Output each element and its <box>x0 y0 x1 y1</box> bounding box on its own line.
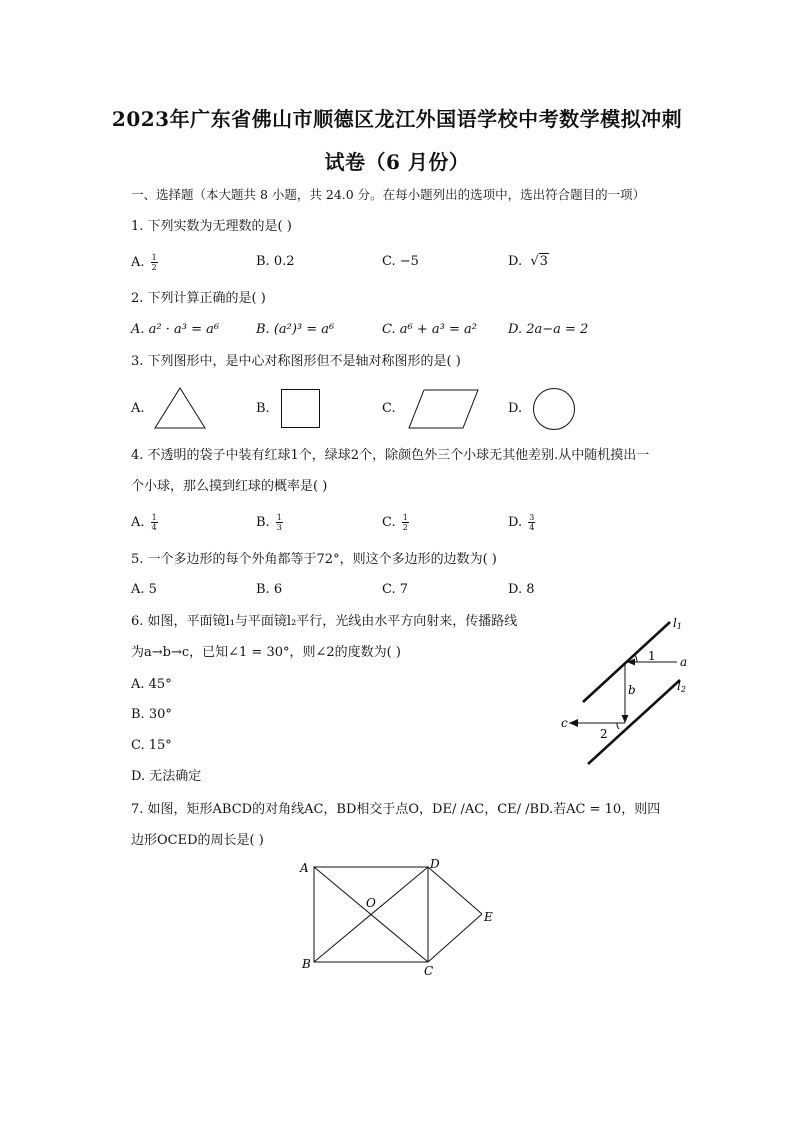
q4-stem-line-2: 个小球，那么摸到红球的概率是( ) <box>131 479 328 494</box>
q4-option-a[interactable] <box>131 513 158 532</box>
q4-option-a-label: A. <box>131 515 145 530</box>
label-l2: l2 <box>677 679 686 694</box>
vertex-d-label: D <box>430 857 440 871</box>
triangle-shape <box>154 387 206 429</box>
q2-stem: 2. 下列计算正确的是( ) <box>131 291 266 306</box>
q1-option-d[interactable] <box>508 253 549 271</box>
q4-option-a-fraction: $\frac{1}{4}$ <box>151 513 157 532</box>
q6-option-b[interactable]: B. 30° <box>131 707 172 722</box>
vertex-c-label: C <box>424 964 434 978</box>
q1-option-a-fraction: $\frac{1}{2}$ <box>151 253 157 272</box>
q7-stem-line-2: 边形OCED的周长是( ) <box>131 833 264 848</box>
q4-option-d-fraction: $\frac{3}{4}$ <box>529 513 535 532</box>
q1-option-a[interactable] <box>131 253 158 272</box>
q2-option-d[interactable]: D. 2a−a = 2 <box>508 322 589 337</box>
square-shape <box>281 389 321 429</box>
q1-option-c[interactable]: C. −5 <box>382 254 419 269</box>
label-ray-c: c <box>561 716 568 730</box>
q7-stem-line-1: 7. 如图，矩形ABCD的对角线AC，BD相交于点O，DE/ /AC，CE/ /BD.若AC = 10，则四 <box>131 802 661 817</box>
vertex-b-label: B <box>302 957 311 971</box>
circle-shape <box>532 387 576 431</box>
exam-title-line-2: 试卷（6 月份） <box>324 150 470 174</box>
label-angle-1: 1 <box>648 649 656 663</box>
q2-option-b[interactable]: B. (a²)³ = a⁶ <box>256 322 335 337</box>
q2-option-a[interactable]: A. a² · a³ = a⁶ <box>131 322 220 337</box>
q5-option-b[interactable]: B. 6 <box>256 582 283 597</box>
q4-option-b-label: B. <box>256 515 270 530</box>
q6-option-d[interactable]: D. 无法确定 <box>131 769 202 784</box>
label-angle-2: 2 <box>600 727 608 741</box>
q1-option-b[interactable]: B. 0.2 <box>256 254 295 269</box>
q1-option-d-label: D. <box>508 254 523 269</box>
q3-option-b[interactable]: B. <box>256 401 270 416</box>
q1-option-d-sqrt: √3 <box>526 254 548 269</box>
label-ray-b: b <box>628 683 636 697</box>
q3-option-a[interactable]: A. <box>131 401 145 416</box>
q6-stem-line-1: 6. 如图，平面镜l₁与平面镜l₂平行，光线由水平方向射来，传播路线 <box>131 614 518 629</box>
section-heading: 一、选择题（本大题共 8 小题，共 24.0 分。在每小题列出的选项中，选出符合题目的一项） <box>131 187 646 202</box>
ray-b-arrowhead <box>622 715 629 723</box>
q4-stem-line-1: 4. 不透明的袋子中装有红球1个，绿球2个，除颜色外三个小球无其他差别.从中随机摸出一 <box>131 448 650 463</box>
q4-option-c-label: C. <box>382 515 396 530</box>
q4-option-d-label: D. <box>508 515 523 530</box>
segment-de <box>428 867 482 914</box>
angle-2-arc <box>617 723 619 729</box>
point-o-label: O <box>366 896 376 910</box>
q6-stem-line-2: 为a→b→c，已知∠1 = 30°，则∠2的度数为( ) <box>131 645 401 660</box>
q7-rectangle-figure <box>295 855 505 980</box>
q4-option-b[interactable] <box>256 513 283 532</box>
q4-option-b-fraction: $\frac{1}{3}$ <box>276 513 282 532</box>
segment-ce <box>428 914 482 962</box>
parallelogram-shape <box>408 389 480 429</box>
label-ray-a: a <box>680 655 688 669</box>
q5-stem: 5. 一个多边形的每个外角都等于72°，则这个多边形的边数为( ) <box>131 552 497 567</box>
q6-option-a[interactable]: A. 45° <box>131 677 172 692</box>
point-e-label: E <box>484 910 493 924</box>
exam-title-line-1: 2023年广东省佛山市顺德区龙江外国语学校中考数学模拟冲刺 <box>111 107 683 131</box>
q4-option-c-fraction: $\frac{1}{2}$ <box>402 513 408 532</box>
q3-stem: 3. 下列图形中，是中心对称图形但不是轴对称图形的是( ) <box>131 354 461 369</box>
ray-c-arrowhead <box>569 719 578 727</box>
q5-option-d[interactable]: D. 8 <box>508 582 535 597</box>
q1-option-a-label: A. <box>131 255 145 270</box>
q2-option-c[interactable]: C. a⁶ + a³ = a² <box>382 322 477 337</box>
q3-option-d[interactable]: D. <box>508 401 523 416</box>
q6-mirror-figure <box>555 612 705 772</box>
q1-stem: 1. 下列实数为无理数的是( ) <box>131 219 292 234</box>
q4-option-c[interactable] <box>382 513 409 532</box>
q5-option-c[interactable]: C. 7 <box>382 582 409 597</box>
q6-option-c[interactable]: C. 15° <box>131 738 172 753</box>
label-l1: l1 <box>673 616 682 631</box>
q3-option-c[interactable]: C. <box>382 401 396 416</box>
q5-option-a[interactable]: A. 5 <box>131 582 157 597</box>
q4-option-d[interactable] <box>508 513 535 532</box>
vertex-a-label: A <box>300 861 309 875</box>
